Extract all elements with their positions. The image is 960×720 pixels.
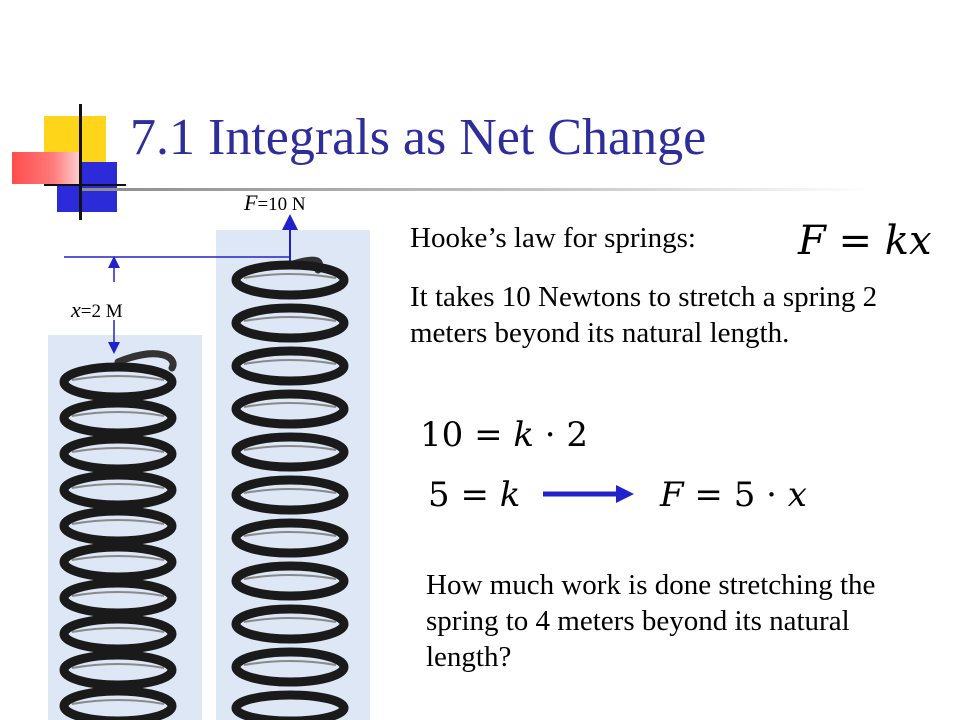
spring-right-icon xyxy=(236,260,344,720)
spring-left-icon xyxy=(64,354,173,720)
hookes-law-label: Hooke’s law for springs: xyxy=(410,222,696,254)
hookes-law-formula: F = kx xyxy=(798,218,932,264)
displacement-label: x=2 M xyxy=(71,297,123,322)
equation-1: 10 = k · 2 xyxy=(420,415,589,455)
implies-arrow-head xyxy=(616,485,634,503)
slide-title: 7.1 Integrals as Net Change xyxy=(130,109,707,166)
equation-2: 5 = k xyxy=(428,475,521,515)
equation-3: F = 5 · x xyxy=(660,475,807,515)
question-text: How much work is done stretching the spring to 4 meters beyond its natural length? xyxy=(426,569,876,673)
problem-statement: It takes 10 Newtons to stretch a spring 2 meters beyond its natural length. xyxy=(410,281,878,349)
force-label: F=10 N xyxy=(244,190,306,215)
